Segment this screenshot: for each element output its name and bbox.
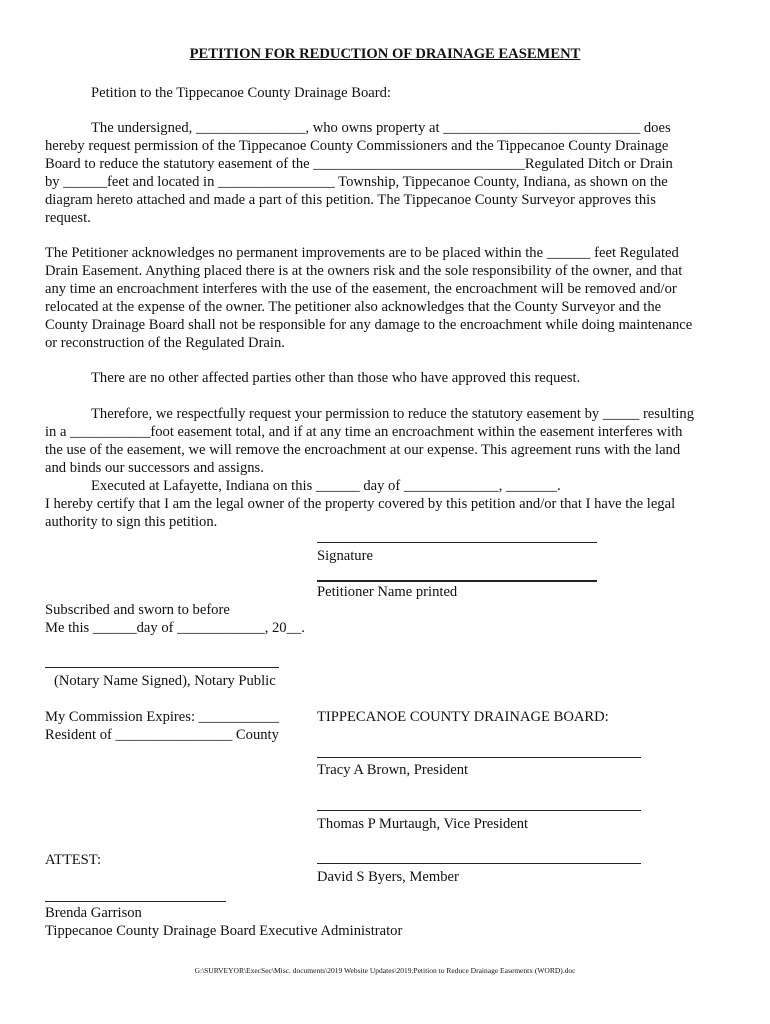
paragraph1-line: hereby request permission of the Tippecanoe County Commissioners and the Tippecanoe County Drainage — [45, 138, 669, 154]
paragraph2-line: or reconstruction of the Regulated Drain. — [45, 335, 285, 351]
paragraph4-line: Therefore, we respectfully request your permission to reduce the statutory easement by _____ resulting — [91, 406, 695, 422]
board-signature-line — [317, 757, 641, 758]
paragraph4-line: in a ___________foot easement total, and if at any time an encroachment within the easement interferes with — [45, 424, 683, 440]
paragraph2-line: County Drainage Board shall not be responsible for any damage to the encroachment while doing maintenance — [45, 317, 693, 333]
board-signature-line — [317, 863, 641, 864]
subscribed-line: Me this ______day of ____________, 20__. — [45, 620, 305, 636]
signature-line — [317, 542, 597, 543]
attest-title: Tippecanoe County Drainage Board Executive Administrator — [45, 923, 403, 939]
petitioner-name-line — [317, 580, 597, 582]
commission-expires: My Commission Expires: ___________ — [45, 709, 279, 725]
executed-line: Executed at Lafayette, Indiana on this ______ day of _____________, _______. — [91, 478, 561, 494]
paragraph1-line: by ______feet and located in ________________ Township, Tippecanoe County, Indiana, as shown on the — [45, 174, 668, 190]
paragraph1-line: request. — [45, 210, 91, 226]
paragraph4-line: and binds our successors and assigns. — [45, 460, 264, 476]
document-title: PETITION FOR REDUCTION OF DRAINAGE EASEMENT — [189, 46, 581, 62]
resident-of: Resident of ________________ County — [45, 727, 279, 743]
board-member: David S Byers, Member — [317, 869, 459, 885]
board-signature-line — [317, 810, 641, 811]
paragraph3: There are no other affected parties other than those who have approved this request. — [91, 370, 581, 386]
paragraph1-line: The undersigned, _______________, who owns property at ___________________________ does — [91, 120, 671, 136]
paragraph1-line: diagram hereto attached and made a part of this petition. The Tippecanoe County Surveyor approves this — [45, 192, 656, 208]
paragraph2-line: The Petitioner acknowledges no permanent improvements are to be placed within the ______ feet Regulated — [45, 245, 679, 261]
board-member: Thomas P Murtaugh, Vice President — [317, 816, 529, 832]
notary-signature-line — [45, 667, 279, 668]
certify-line: I hereby certify that I am the legal owner of the property covered by this petition and/or that I have the legal — [45, 496, 676, 512]
petitioner-name-label: Petitioner Name printed — [317, 584, 458, 600]
board-member: Tracy A Brown, President — [317, 762, 469, 778]
salutation: Petition to the Tippecanoe County Drainage Board: — [91, 85, 391, 101]
board-heading: TIPPECANOE COUNTY DRAINAGE BOARD: — [317, 709, 609, 725]
paragraph4-line: the use of the easement, we will remove the encroachment at our expense. This agreement runs with the land — [45, 442, 681, 458]
subscribed-line: Subscribed and sworn to before — [45, 602, 230, 618]
paragraph2-line: Drain Easement. Anything placed there is at the owners risk and the sole responsibility of the owner, and that — [45, 263, 683, 279]
paragraph2-line: any time an encroachment interferes with the use of the easement, the encroachment will be removed and/or — [45, 281, 677, 297]
paragraph2-line: relocated at the expense of the owner. The petitioner also acknowledges that the County Surveyor and the — [45, 299, 662, 315]
attest-name: Brenda Garrison — [45, 905, 142, 921]
paragraph1-line: Board to reduce the statutory easement of the _____________________________Regulated Ditch or Drain — [45, 156, 673, 172]
attest-signature-line — [45, 901, 226, 902]
certify-line: authority to sign this petition. — [45, 514, 218, 530]
attest-label: ATTEST: — [45, 852, 102, 868]
footer-file-path: G:\SURVEYOR\ExecSec\Misc. documents\2019 Website Updates\2019.Petition to Reduce Drainage Easementx (WORD).doc — [194, 966, 576, 975]
signature-label: Signature — [317, 548, 373, 564]
notary-label: (Notary Name Signed), Notary Public — [54, 673, 276, 689]
